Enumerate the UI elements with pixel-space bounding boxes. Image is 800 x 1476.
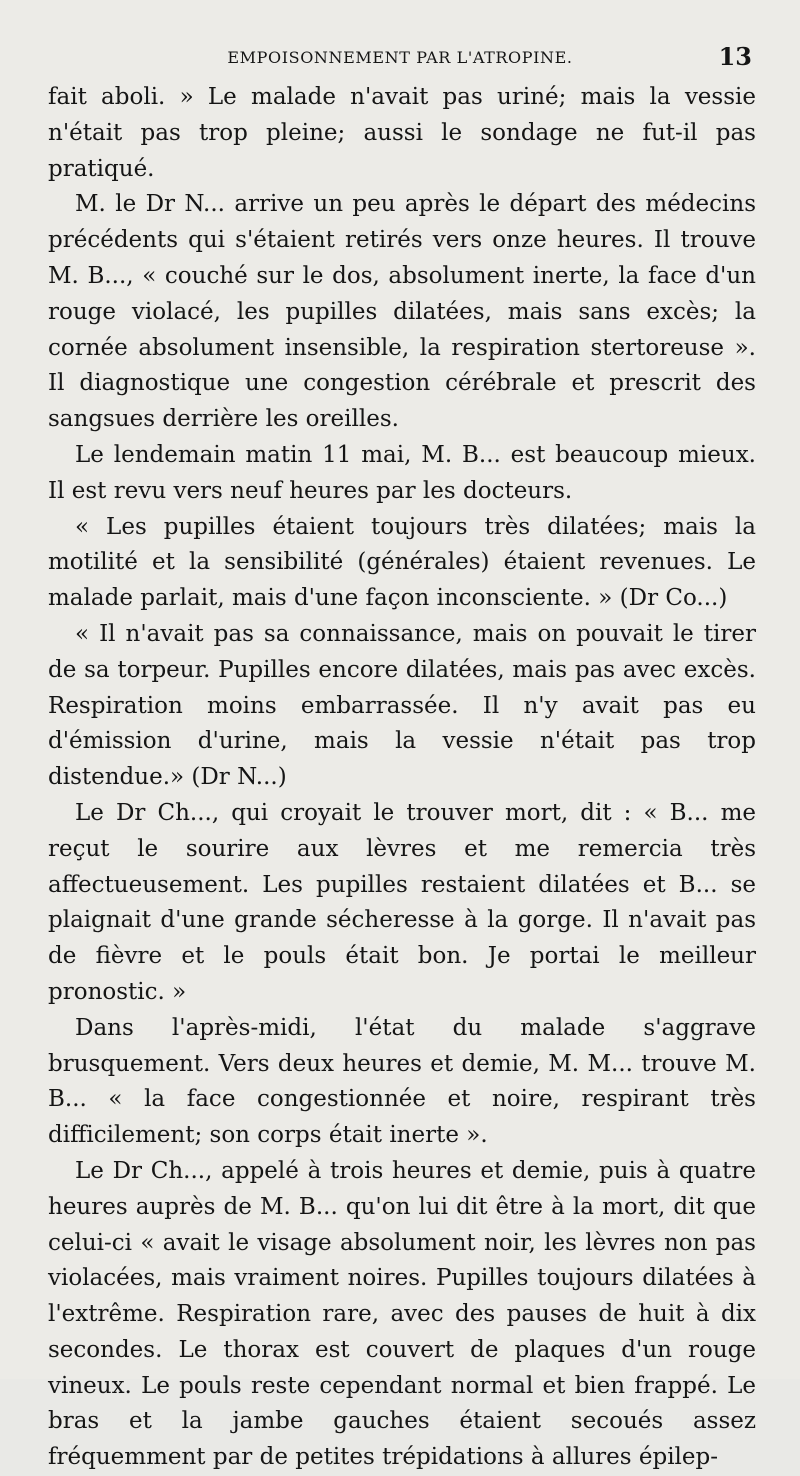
paragraph-7: Dans l'après-midi, l'état du malade s'aggrave brusquement. Vers deux heures et demie, M. M... trouve M. B... « la face congestionnée et noire, respirant très difficilement; son corps était inerte ».: [48, 1014, 756, 1149]
page-header: [48, 40, 752, 74]
paragraph-4: « Les pupilles étaient toujours très dilatées; mais la motilité et la sensibilité (générales) étaient revenues. Le malade parlait, mais d'une façon inconsciente. » (Dr Co...): [48, 513, 756, 612]
paragraph-2: M. le Dr N... arrive un peu après le départ des médecins précédents qui s'étaient retirés vers onze heures. Il trouve M. B..., « couché sur le dos, absolument inerte, la face d'un rouge violacé, les pupilles dilatées, mais sans excès; la cornée absolument insensible, la respiration stertoreuse ». Il diagnostique une congestion cérébrale et prescrit des sangsues derrière les oreilles.: [48, 191, 756, 433]
body-text: [48, 80, 756, 1476]
paragraph-6: Le Dr Ch..., qui croyait le trouver mort, dit : « B... me reçut le sourire aux lèvres et me remercia très affectueusement. Les pupilles restaient dilatées et B... se plaignait d'une grande sécheresse à la gorge. Il n'avait pas de fièvre et le pouls était bon. Je portai le meilleur pronostic. »: [48, 799, 756, 1005]
paragraph-3: Le lendemain matin 11 mai, M. B... est beaucoup mieux. Il est revu vers neuf heures par les docteurs.: [48, 441, 756, 504]
paragraph-1: fait aboli. » Le malade n'avait pas uriné; mais la vessie n'était pas trop pleine; aussi le sondage ne fut-il pas pratiqué.: [48, 84, 756, 182]
page-number: 13: [718, 42, 752, 71]
paragraph-5: « Il n'avait pas sa connaissance, mais on pouvait le tirer de sa torpeur. Pupilles encore dilatées, mais pas avec excès. Respiration moins embarrassée. Il n'y avait pas eu d'émission d'urine, mais la vessie n'était pas trop distendue.» (Dr N...): [48, 620, 756, 791]
running-head: EMPOISONNEMENT PAR L'ATROPINE.: [227, 48, 573, 67]
paragraph-8: Le Dr Ch..., appelé à trois heures et demie, puis à quatre heures auprès de M. B... qu'on lui dit être à la mort, dit que celui-ci « avait le visage absolument noir, les lèvres non pas violacées, mais vraiment noires. Pupilles toujours dilatées à l'extrême. Respiration rare, avec des pauses de huit à dix secondes. Le thorax est couvert de plaques d'un rouge vineux. Le pouls reste cependant normal et bien frappé. Le bras et la jambe gauches étaient secoués assez fréquemment par de petites trépidations à allures épilep-: [48, 1157, 756, 1471]
